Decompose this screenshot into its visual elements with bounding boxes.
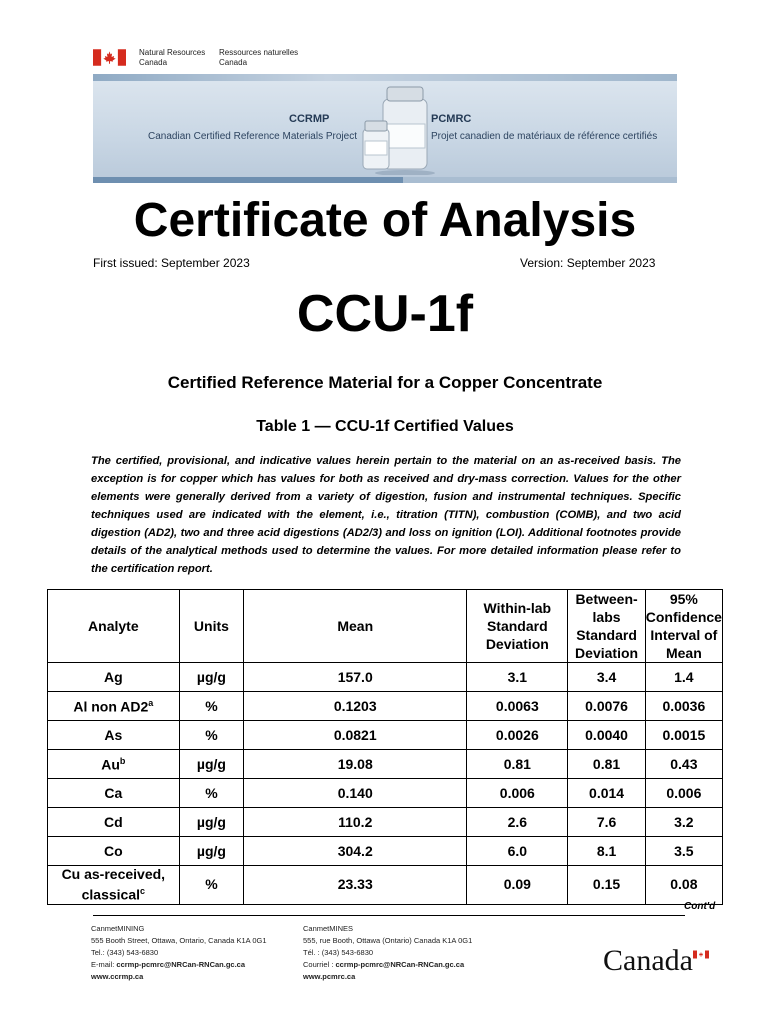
footer-contact-en: CanmetMINING 555 Booth Street, Ottawa, Ontario, Canada K1A 0G1 Tel.: (343) 543-6830 E-mail: ccrmp-pcmrc@NRCan-RNCan.gc.ca www.ccrmp.ca (91, 924, 267, 981)
ci-cell: 0.0015 (645, 721, 722, 750)
within-cell: 0.0026 (467, 721, 568, 750)
mean-cell: 110.2 (244, 808, 467, 837)
between-cell: 3.4 (568, 663, 645, 692)
table-row (48, 779, 723, 808)
mean-cell: 157.0 (244, 663, 467, 692)
header-mean: Mean (244, 590, 467, 663)
material-description: Certified Reference Material for a Copper Concentrate (167, 373, 603, 392)
between-cell: 0.0076 (568, 692, 645, 721)
ccrmp-acronym: CCRMP (289, 113, 330, 125)
units-cell: µg/g (179, 663, 244, 692)
table-header-row (48, 590, 723, 663)
wordmark-flag-icon (693, 950, 709, 959)
header-within-lab-sd: Within-lab Standard Deviation (467, 590, 568, 663)
within-cell: 3.1 (467, 663, 568, 692)
between-cell: 0.81 (568, 750, 645, 779)
pcmrc-name: Projet canadien de matériaux de référence certifiés (431, 131, 658, 142)
between-cell: 8.1 (568, 837, 645, 866)
between-cell: 0.0040 (568, 721, 645, 750)
ci-cell: 0.43 (645, 750, 722, 779)
footnote-marker: a (148, 697, 154, 708)
ccrmp-banner (93, 74, 677, 183)
within-cell: 0.81 (467, 750, 568, 779)
canada-wordmark: Canada (603, 944, 693, 977)
certified-values-table (47, 589, 723, 905)
analyte-cell: Cu as-received, classical$^c$ (48, 866, 180, 905)
analyte-cell: Co (48, 837, 180, 866)
table-row (48, 721, 723, 750)
between-cell: 7.6 (568, 808, 645, 837)
email-link-fr[interactable]: ccrmp-pcmrc@NRCan-RNCan.gc.ca (335, 960, 465, 969)
analyte-cell: Ca (48, 779, 180, 808)
table-row (48, 750, 723, 779)
analyte-cell: Ag (48, 663, 180, 692)
intro-paragraph: The certified, provisional, and indicative values herein pertain to the material on an as-received basis. The exception is for copper which has values for both as received and dry-mass correction. Values for the other elements were generally derived from a variety of digestion, fusion and instrumental techniques. Specific techniques used are indicated with the element, i.e., titration (TITN), combustion (COMB), and two acid digestion (AD2), two and three acid digestions (AD2/3) and loss on ignition (LOI). Additional footnotes provide details of the analytical methods used to determine the values. For more detailed information please refer to the certification report. (91, 455, 681, 575)
footer-contact-fr: CanmetMINES 555, rue Booth, Ottawa (Ontario) Canada K1A 0G1 Tél. : (343) 543-6830 Courriel : ccrmp-pcmrc@NRCan-RNCan.gc.ca www.pcmrc.ca (303, 924, 473, 981)
analyte-cell: Au$^b$ (48, 750, 180, 779)
canada-flag-icon (93, 49, 126, 66)
bottles-image (355, 79, 435, 175)
table-row (48, 866, 723, 905)
units-cell: µg/g (179, 808, 244, 837)
between-cell: 0.014 (568, 779, 645, 808)
footnote-marker: b (119, 755, 126, 766)
ci-cell: 3.5 (645, 837, 722, 866)
within-cell: 0.09 (467, 866, 568, 905)
table-row (48, 808, 723, 837)
header-between-labs-sd: Between- labs Standard Deviation (568, 590, 645, 663)
within-cell: 0.006 (467, 779, 568, 808)
material-code: CCU-1f (296, 285, 474, 343)
footnote-marker: c (140, 886, 146, 896)
header-confidence-interval: 95% Confidence Interval of Mean (645, 591, 722, 661)
website-link-en[interactable]: www.ccrmp.ca (91, 972, 144, 981)
ci-cell: 0.08 (645, 866, 722, 905)
units-cell: % (179, 692, 244, 721)
analyte-cell: Al non AD2$^a$ (48, 692, 180, 721)
units-cell: µg/g (179, 750, 244, 779)
footer-divider (93, 915, 685, 916)
table-title: Table 1 — CCU-1f Certified Values (256, 418, 514, 435)
header-analyte: Analyte (48, 590, 180, 663)
table-row (48, 692, 723, 721)
analyte-cell: As (48, 721, 180, 750)
mean-cell: 0.1203 (244, 692, 467, 721)
first-issued-date: First issued: September 2023 (93, 256, 250, 270)
department-name-fr: Ressources naturelles Canada (219, 48, 299, 67)
within-cell: 6.0 (467, 837, 568, 866)
mean-cell: 23.33 (244, 866, 467, 905)
units-cell: % (179, 721, 244, 750)
ci-cell: 0.0036 (645, 692, 722, 721)
continued-note: Cont'd (684, 901, 716, 912)
document-title: Certificate of Analysis (133, 194, 637, 247)
units-cell: % (179, 779, 244, 808)
version-date: Version: September 2023 (520, 256, 656, 270)
units-cell: µg/g (179, 837, 244, 866)
ci-cell: 3.2 (645, 808, 722, 837)
header-units: Units (179, 590, 244, 663)
ccrmp-name: Canadian Certified Reference Materials Project (148, 131, 357, 142)
ci-cell: 1.4 (645, 663, 722, 692)
mean-cell: 0.0821 (244, 721, 467, 750)
department-name-en: Natural Resources Canada (139, 48, 206, 67)
ci-cell: 0.006 (645, 779, 722, 808)
table-row (48, 663, 723, 692)
within-cell: 0.0063 (467, 692, 568, 721)
within-cell: 2.6 (467, 808, 568, 837)
between-cell: 0.15 (568, 866, 645, 905)
units-cell: % (179, 866, 244, 905)
pcmrc-acronym: PCMRC (431, 113, 472, 125)
table-row (48, 837, 723, 866)
website-link-fr[interactable]: www.pcmrc.ca (303, 972, 356, 981)
mean-cell: 304.2 (244, 837, 467, 866)
mean-cell: 19.08 (244, 750, 467, 779)
analyte-cell: Cd (48, 808, 180, 837)
email-link-en[interactable]: ccrmp-pcmrc@NRCan-RNCan.gc.ca (116, 960, 246, 969)
mean-cell: 0.140 (244, 779, 467, 808)
